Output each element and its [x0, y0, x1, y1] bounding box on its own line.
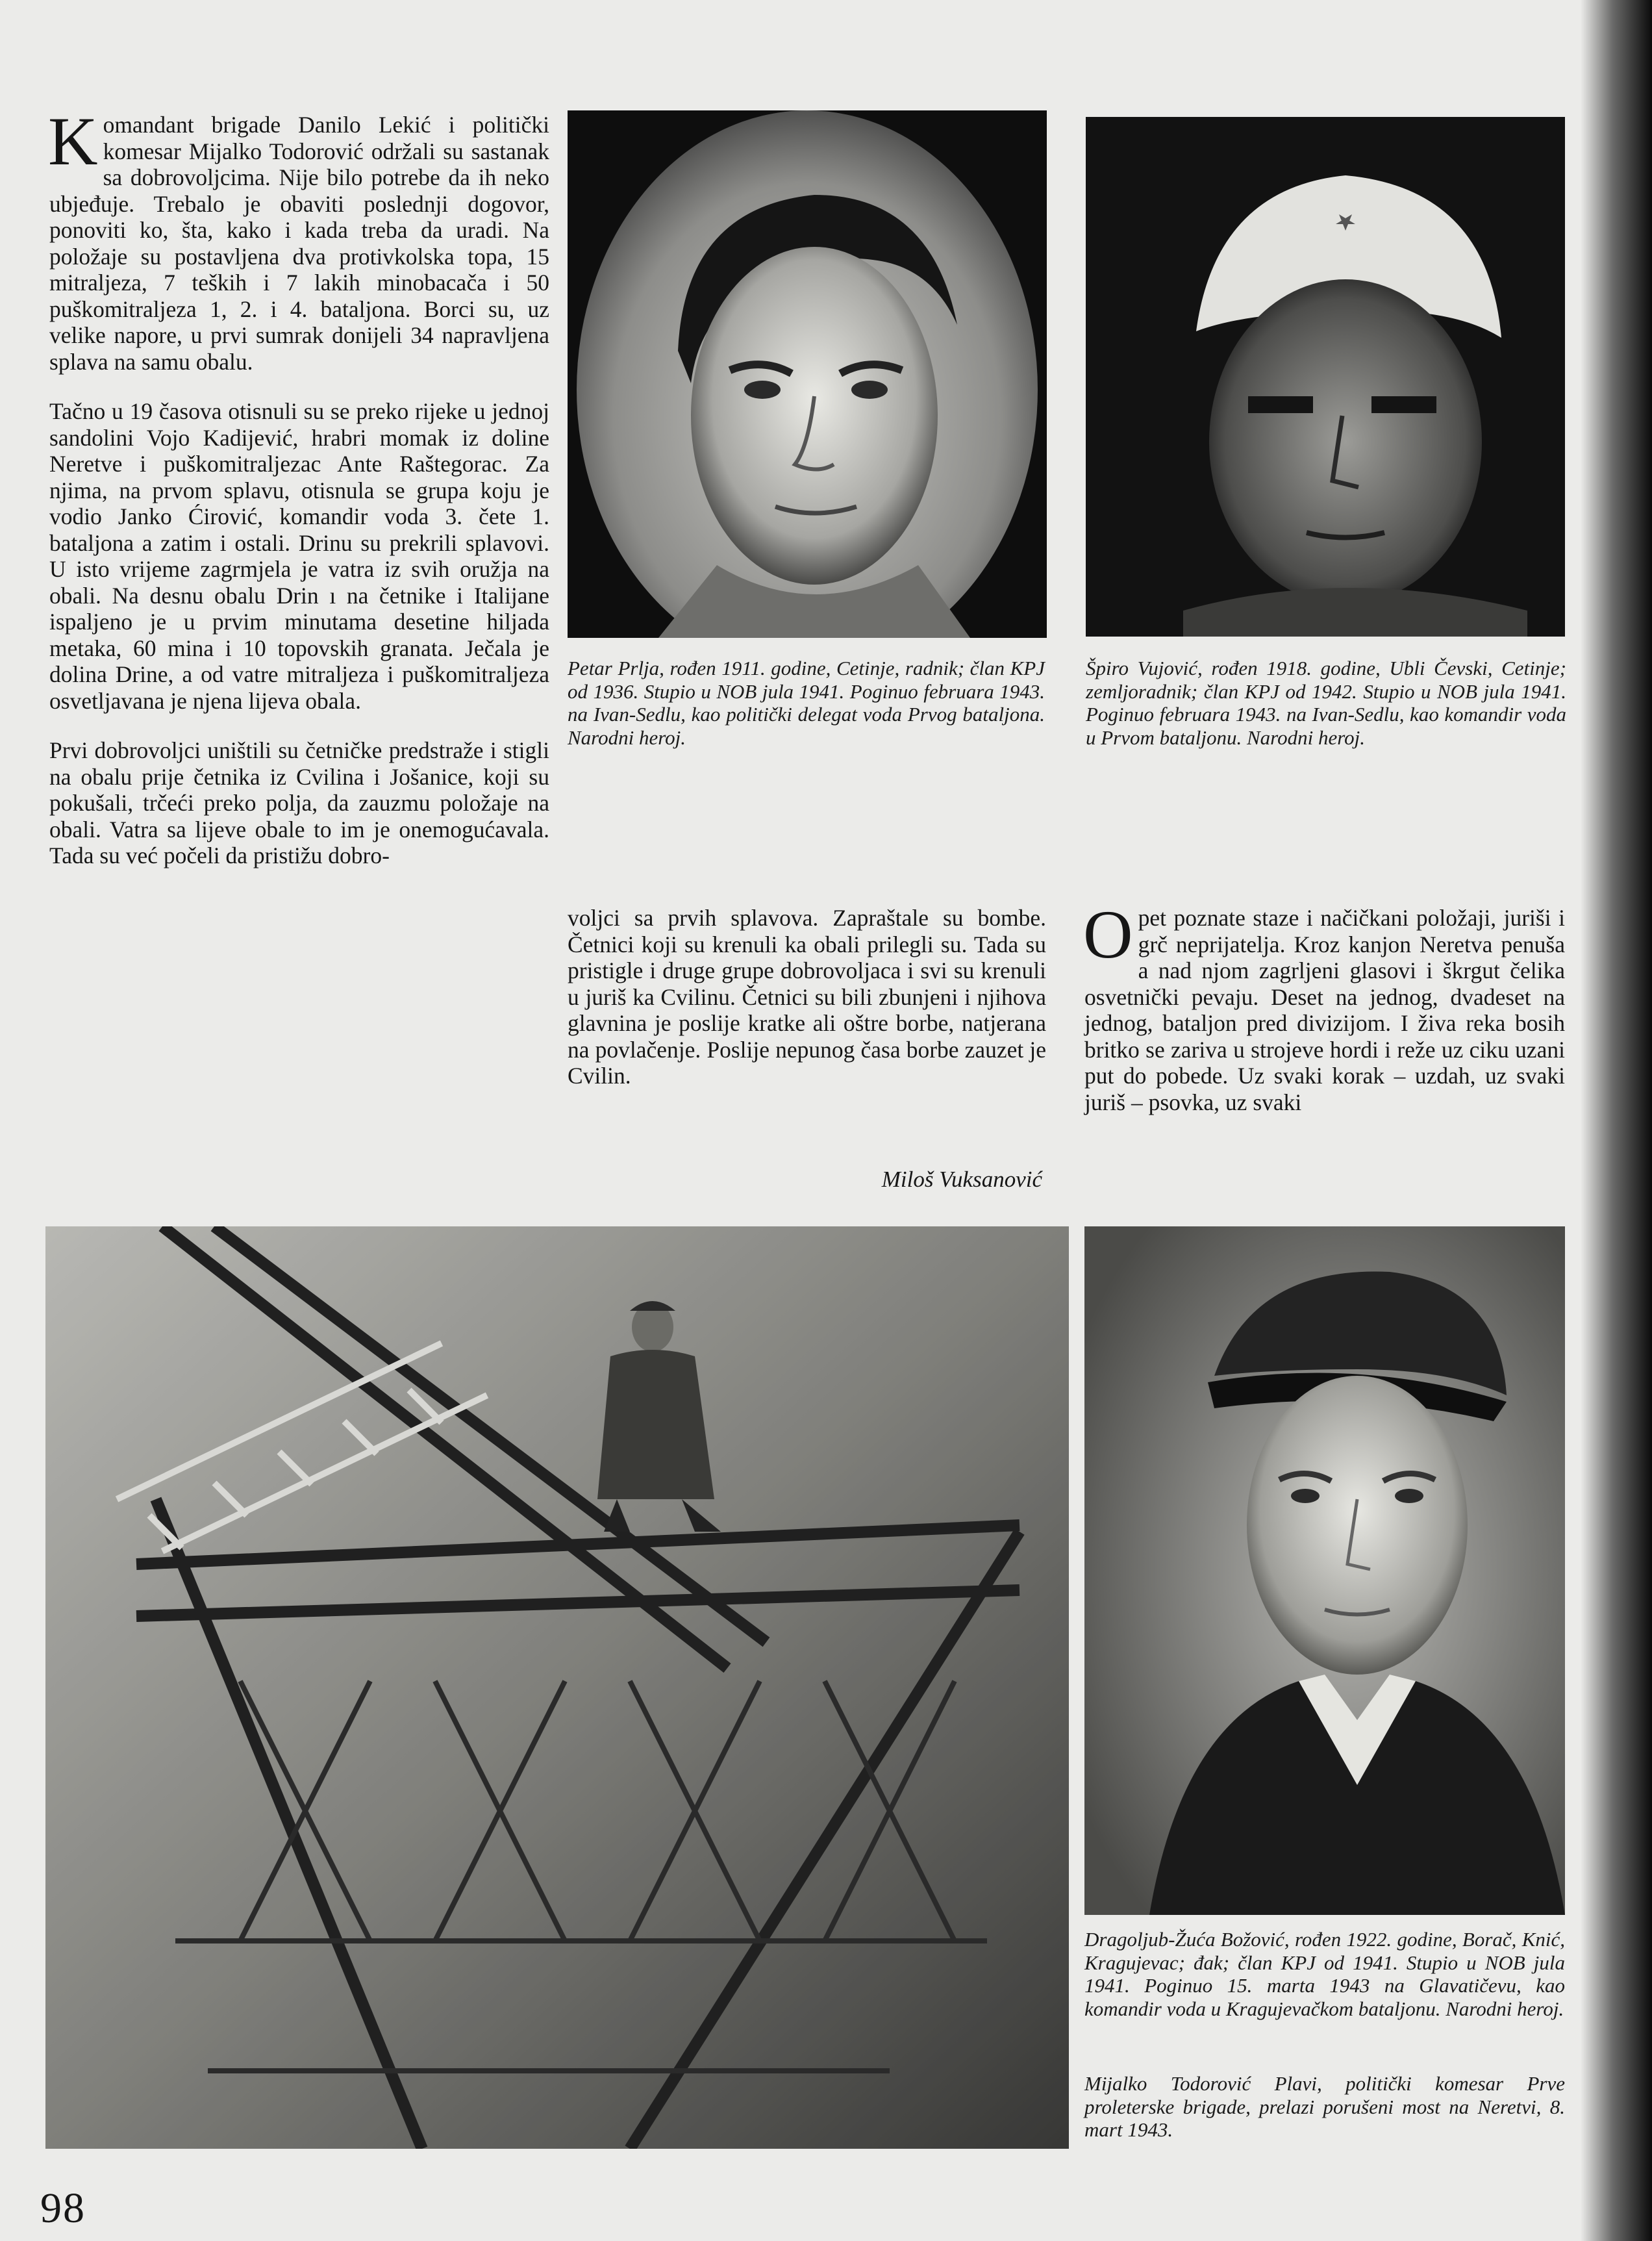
- caption-dragoljub-bozovic: Dragoljub-Žuća Božović, rođen 1922. godine, Borač, Knić, Kragujevac; đak; član KPJ od 1941. Stupio u NOB jula 1941. Poginuo 15. marta 1943 na Glavatičevu, kao komandir voda u Kragujevačkom bataljonu. Narodni heroj.: [1084, 1928, 1565, 2020]
- drop-cap-k: K: [48, 103, 98, 179]
- page-number: 98: [40, 2184, 86, 2232]
- portrait-dragoljub-bozovic: [1084, 1226, 1565, 1915]
- paragraph-1-text: omandant brigade Danilo Lekić i politički komesar Mijalko Todorović održali su sastanak sa dobrovoljcima. Nije bilo potrebe da ih neko ubjeđuje. Trebalo je obaviti poslednji dogovor, ponoviti ko, šta, kako i kada treba da uradi. Na položaje su postavljena dva protivkolska topa, 15 mitraljeza, 7 teških i 7 lakih minobacača i 50 puškomitraljeza 1, 2. i 4. bataljona. Borci su, uz velike napore, u prvi sumrak donijeli 34 napravljena splava na samu obalu.: [49, 112, 549, 375]
- portrait-petar-prlja: [568, 110, 1047, 638]
- article2-text: pet poznate staze i načičkani položaji, juriši i grč neprijatelja. Kroz kanjon Neretva penuša a nad njom zagrljeni glasovi i škrgut čelika osvetnički pevaju. Deset na jednog, dvadeset na jednog, bataljon pred divizijom. I živa reka bosih britko se zariva u strojeve hordi i reže uz ciku uzani put do pobede. Uz svaki korak – uzdah, uz svaki juriš – psovka, uz svaki: [1084, 905, 1565, 1115]
- article-right-column: [1083, 896, 1565, 1115]
- caption-spiro-vujovic: Špiro Vujović, rođen 1918. godine, Ubli Čevski, Cetinje; zemljoradnik; član KPJ od 1942. Stupio u NOB jula 1941. Poginuo februara 1943. na Ivan-Sedlu, kao komandir voda u Prvom bataljonu. Narodni heroj.: [1086, 657, 1566, 749]
- article-middle-column: [568, 905, 1046, 1089]
- article2-paragraph: [1083, 896, 1565, 1115]
- article-paragraph-4: voljci sa prvih splavova. Zapraštale su bombe. Četnici koji su krenuli ka obali prilegli su. Tada su pristigle i druge grupe dobrovoljaca i svi su krenuli u juriš ka Cvilinu. Četnici su bili zbunjeni i njihova glavnina je poslije kratke ali oštre borbe, natjerana na povlačenje. Poslije nepunog časa borbe zauzet je Cvilin.: [568, 905, 1046, 1089]
- article-paragraph-1: [48, 103, 549, 375]
- bridge-image: [45, 1226, 1069, 2149]
- article-author: Miloš Vuksanović: [881, 1167, 1042, 1192]
- portrait-bozovic-image: [1084, 1226, 1565, 1915]
- portrait-prlja-image: [568, 110, 1047, 638]
- article-paragraph-3: Prvi dobrovoljci uništili su četničke predstraže i stigli na obalu prije četnika iz Cvilina i Jošanice, koji su pokušali, trčeći preko polja, da zauzmu položaje na obali. Vatra sa lijeve obale to im je onemogućavala. Tada su već počeli da pristižu dobro-: [49, 737, 549, 868]
- caption-bridge-photo: Mijalko Todorović Plavi, politički komesar Prve proleterske brigade, prelazi porušeni most na Neretvi, 8. mart 1943.: [1084, 2072, 1565, 2141]
- article-paragraph-2: Tačno u 19 časova otisnuli su se preko rijeke u jednoj sandolini Vojo Kadijević, hrabri momak iz doline Neretve i puškomitraljezac Ante Raštegorac. Za njima, na prvom splavu, otisnula se grupa koju je vodio Janko Ćirović, komandir voda 3. čete 1. bataljona a zatim i ostali. Drinu su prekrili splavovi. U isto vrijeme zagrmjela je vatra iz svih oružja na obali. Na desnu obalu Drin ı na četnike i Italijane ispaljeno je u prvim minutama desetine hiljada metaka, 60 mina i 10 topovskih granata. Ječala je dolina Drine, a od vatre mitraljeza i puškomitraljeza osvetljavana je njena lijeva obala.: [49, 398, 549, 714]
- caption-petar-prlja: Petar Prlja, rođen 1911. godine, Cetinje, radnik; član KPJ od 1936. Stupio u NOB jula 1941. Poginuo februara 1943. na Ivan-Sedlu, kao politički delegat voda Prvog bataljona. Narodni heroj.: [568, 657, 1045, 749]
- drop-cap-o: O: [1083, 896, 1133, 972]
- page-gutter-shadow: [1581, 0, 1652, 2241]
- article-left-column: [48, 103, 549, 893]
- photo-destroyed-bridge: [45, 1226, 1069, 2149]
- portrait-vujovic-image: [1086, 117, 1565, 637]
- portrait-spiro-vujovic: [1086, 117, 1565, 637]
